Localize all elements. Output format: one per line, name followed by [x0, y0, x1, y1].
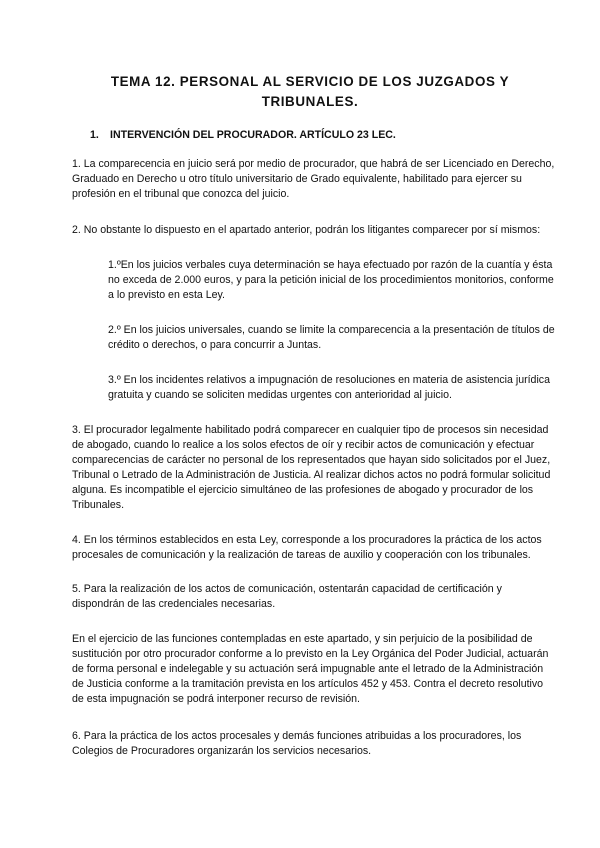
title-line-2: TRIBUNALES.	[261, 94, 359, 109]
paragraph-2-item-2: 2.º En los juicios universales, cuando se limite la comparecencia a la presentación de títulos de crédito o derechos, o para concurrir a Juntas.	[108, 324, 555, 351]
paragraph-2: 2. No obstante lo dispuesto en el apartado anterior, podrán los litigantes comparecer por sí mismos:	[72, 224, 541, 236]
section-heading	[90, 128, 396, 142]
paragraph-6: 6. Para la práctica de los actos procesales y demás funciones atribuidas a los procuradores, los Colegios de Procuradores organizarán los servicios necesarios.	[72, 730, 522, 757]
paragraph-1: 1. La comparecencia en juicio será por medio de procurador, que habrá de ser Licenciado en Derecho, Graduado en Derecho u otro título universitario de Grado equivalente, habilitado para ejercer su profesión en el tribunal que conozca del juicio.	[72, 158, 555, 200]
section-number: 1.	[90, 129, 99, 141]
paragraph-2-item-1: 1.ºEn los juicios verbales cuya determinación se haya efectuado por razón de la cuantía y ésta no exceda de 2.000 euros, y para la petición inicial de los procedimientos monitorios, conforme a lo previsto en esta Ley.	[108, 259, 554, 301]
paragraph-4: 4. En los términos establecidos en esta Ley, corresponde a los procuradores la práctica de los actos procesales de comunicación y la realización de tareas de auxilio y cooperación con los tribunales.	[72, 534, 542, 561]
paragraph-3: 3. El procurador legalmente habilitado podrá comparecer en cualquier tipo de procesos sin necesidad de abogado, cuando lo realice a los solos efectos de oír y recibir actos de comunicación y efectuar comparecencias de carácter no personal de los representados que hayan sido solicitados por el Juez, Tribunal o Letrado de la Administración de Justicia. Al realizar dichos actos no podrá formular solicitud alguna. Es incompatible el ejercicio simultáneo de las profesiones de abogado y procurador de los Tribunales.	[72, 424, 551, 511]
paragraph-5-continuation: En el ejercicio de las funciones contempladas en este apartado, y sin perjuicio de la posibilidad de sustitución por otro procurador conforme a lo previsto en la Ley Orgánica del Poder Judicial, actuarán de forma personal e indelegable y su actuación será impugnable ante el letrado de la Administración de Justicia conforme a la tramitación prevista en los artículos 452 y 453. Contra el decreto resolutivo de esta impugnación se podrá interponer recurso de revisión.	[72, 633, 549, 705]
section-heading-text: INTERVENCIÓN DEL PROCURADOR. ARTÍCULO 23 LEC.	[110, 129, 396, 141]
paragraph-2-item-3: 3.º En los incidentes relativos a impugnación de resoluciones en materia de asistencia jurídica gratuita y cuando se soliciten medidas urgentes con anterioridad al juicio.	[108, 374, 550, 401]
title-line-1: TEMA 12. PERSONAL AL SERVICIO DE LOS JUZGADOS Y	[110, 74, 510, 89]
document-title	[60, 72, 560, 112]
paragraph-5: 5. Para la realización de los actos de comunicación, ostentarán capacidad de certificación y dispondrán de las credenciales necesarias.	[72, 583, 502, 610]
